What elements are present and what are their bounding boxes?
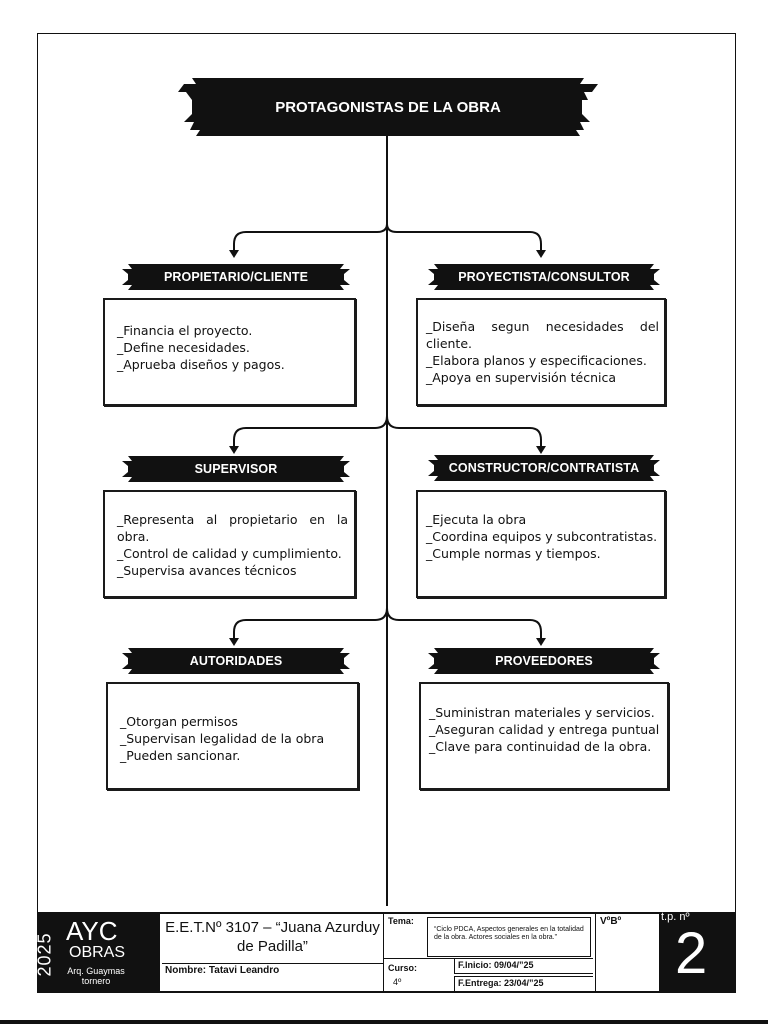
arrowhead bbox=[229, 250, 239, 258]
curso-label: Curso: bbox=[388, 963, 417, 973]
role-name: PROPIETARIO/CLIENTE bbox=[163, 270, 309, 284]
main-title-banner bbox=[178, 78, 598, 136]
role-banner-supervisor bbox=[122, 456, 350, 482]
branch-left-1 bbox=[234, 224, 387, 252]
arrowhead bbox=[536, 250, 546, 258]
list-item: _Elabora planos y especificaciones. bbox=[426, 353, 647, 368]
title-block bbox=[34, 911, 736, 993]
student-name: Nombre: Tatavi Leandro bbox=[162, 964, 384, 991]
role-name: PROVEEDORES bbox=[495, 654, 593, 668]
role-banner-propietario bbox=[122, 264, 350, 290]
list-item: _Cumple normas y tiempos. bbox=[426, 546, 601, 561]
list-item: _Coordina equipos y subcontratistas. bbox=[426, 529, 658, 544]
list-item: _Suministran materiales y servicios. bbox=[429, 705, 655, 720]
role-banner-proyectista bbox=[428, 264, 660, 290]
visto-bueno: VºBº bbox=[595, 914, 659, 991]
role-banner-proveedores bbox=[428, 648, 660, 674]
fecha-inicio: F.Inicio: 09/04/”25 bbox=[454, 959, 593, 974]
fecha-entrega: F.Entrega: 23/04/”25 bbox=[454, 976, 593, 991]
list-item: _Supervisa avances técnicos bbox=[117, 563, 297, 578]
year-label: 2025 bbox=[34, 932, 55, 977]
logo-cell bbox=[34, 914, 160, 991]
branch-right-3 bbox=[387, 608, 541, 640]
bottom-rule bbox=[0, 1020, 768, 1024]
role-box-supervisor bbox=[103, 490, 356, 598]
tp-label: t.p. nº bbox=[661, 911, 690, 923]
list-item: _Clave para continuidad de la obra. bbox=[429, 739, 652, 754]
branch-right-1 bbox=[387, 224, 541, 252]
architect-label: Arq. Guaymas tornero bbox=[67, 966, 125, 986]
diagram-title: PROTAGONISTAS DE LA OBRA bbox=[275, 98, 501, 116]
list-item: _Control de calidad y cumplimiento. bbox=[117, 546, 342, 561]
arrowhead bbox=[229, 446, 239, 454]
role-box-proveedores bbox=[419, 682, 669, 790]
tema-text: “Ciclo PDCA, Aspectos generales en la totalidad de la obra. Actores sociales en la obra.” bbox=[427, 917, 591, 957]
list-item: _Representa al propietario en la obra. bbox=[117, 512, 348, 544]
role-name: SUPERVISOR bbox=[194, 462, 278, 476]
logo-main: AYC bbox=[66, 916, 118, 946]
tp-number: 2 bbox=[675, 921, 708, 986]
list-item: _Diseña segun necesidades del cliente. bbox=[426, 319, 659, 351]
tema-label: Tema: bbox=[388, 916, 414, 926]
role-box-constructor bbox=[416, 490, 666, 598]
arrowhead bbox=[229, 638, 239, 646]
list-item: _Apoya en supervisión técnica bbox=[426, 370, 616, 385]
branch-right-2 bbox=[387, 416, 541, 448]
role-box-propietario bbox=[103, 298, 356, 406]
role-banner-constructor bbox=[428, 455, 660, 481]
role-name: PROYECTISTA/CONSULTOR bbox=[458, 270, 630, 284]
role-box-autoridades bbox=[106, 682, 359, 790]
arrowhead bbox=[536, 446, 546, 454]
role-banner-autoridades bbox=[122, 648, 350, 674]
list-item: _Ejecuta la obra bbox=[426, 512, 527, 527]
list-item: _Define necesidades. bbox=[117, 340, 250, 355]
list-item: _Pueden sancionar. bbox=[120, 748, 241, 763]
tp-cell bbox=[659, 911, 734, 991]
curso-value: 4º bbox=[393, 977, 402, 987]
logo-sub: OBRAS bbox=[69, 944, 126, 961]
school-name: E.E.T.Nº 3107 – “Juana Azurduy de Padilla” bbox=[162, 914, 384, 964]
list-item: _Aprueba diseños y pagos. bbox=[117, 357, 285, 372]
arrowhead bbox=[536, 638, 546, 646]
list-item: _Supervisan legalidad de la obra bbox=[120, 731, 325, 746]
list-item: _Aseguran calidad y entrega puntual bbox=[429, 722, 660, 737]
role-name: CONSTRUCTOR/CONTRATISTA bbox=[448, 461, 640, 475]
branch-left-3 bbox=[234, 608, 387, 640]
list-item: _Financia el proyecto. bbox=[117, 323, 253, 338]
role-box-proyectista bbox=[416, 298, 666, 406]
role-name: AUTORIDADES bbox=[189, 654, 283, 668]
branch-left-2 bbox=[234, 416, 387, 448]
list-item: _Otorgan permisos bbox=[120, 714, 238, 729]
